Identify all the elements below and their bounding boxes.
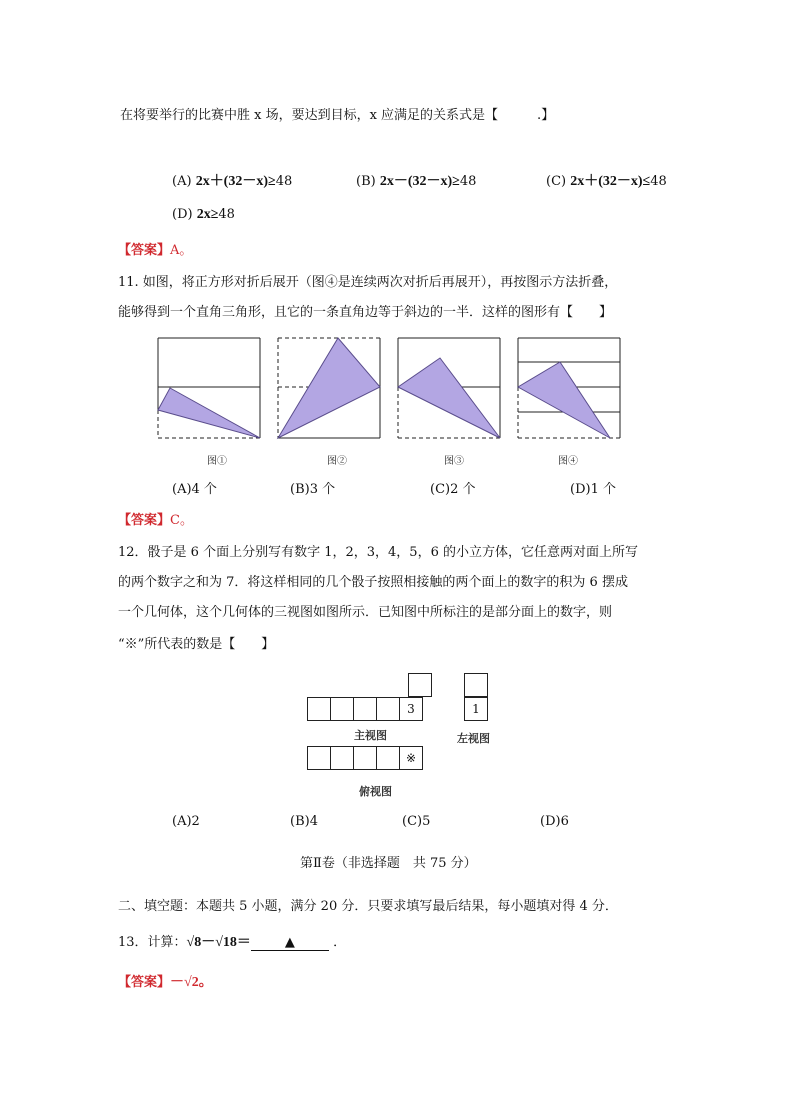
q12-option-c: (C)5 xyxy=(402,814,431,829)
answer-value: C。 xyxy=(170,513,193,528)
q13-expression: √8－√18＝ xyxy=(186,935,251,950)
option-tail: 48 xyxy=(218,207,235,222)
answer-tag: 【答案】 xyxy=(118,243,171,258)
part2-section-heading: 二、填空题：本题共 5 小题，满分 20 分．只要求填写最后结果，每小题填对得 4 分． xyxy=(118,899,618,914)
figure-3 xyxy=(398,338,500,438)
q11-line2: 能够得到一个直角三角形，且它的一条直角边等于斜边的一半．这样的图形有【 】 xyxy=(118,305,613,320)
q11-line1: 11. 如图，将正方形对折后展开（图④是连续两次对折后再展开），再按图示方法折叠， xyxy=(118,275,618,290)
option-tail: 48 xyxy=(650,174,667,189)
q11-option-b: (B)3 个 xyxy=(290,482,336,497)
option-expr: 2x＋(32－x)≥ xyxy=(195,174,276,189)
q11-option-a: (A)4 个 xyxy=(172,482,217,497)
q11-answer xyxy=(118,509,193,528)
option-expr: 2x＋(32－x)≤ xyxy=(570,174,651,189)
figure-2 xyxy=(278,338,380,438)
front-view-cube xyxy=(353,697,377,721)
front-view-cube xyxy=(307,697,331,721)
top-view-cube xyxy=(330,746,354,770)
left-view-number-cube: 1 xyxy=(464,697,488,721)
q10-option-a xyxy=(172,170,292,190)
figure-label-2: 图② xyxy=(327,456,347,467)
triangle-2 xyxy=(278,338,380,438)
left-view-label: 左视图 xyxy=(457,732,490,745)
answer-blank xyxy=(251,935,329,951)
figure-4 xyxy=(518,338,620,438)
option-tail: 48 xyxy=(275,174,293,189)
q13-prefix: 13．计算： xyxy=(118,935,187,950)
front-view-cube xyxy=(330,697,354,721)
option-tail: 48 xyxy=(459,174,477,189)
q11-figures xyxy=(150,330,630,450)
front-view-label: 主视图 xyxy=(354,729,387,742)
q11-option-c: (C)2 个 xyxy=(430,482,476,497)
option-expr: 2x≥ xyxy=(196,207,219,222)
figure-label-1: 图① xyxy=(207,456,227,467)
option-label: (B) xyxy=(356,174,376,189)
answer-value: A。 xyxy=(170,243,193,258)
q12-option-d: (D)6 xyxy=(540,814,569,829)
top-view-mark-cube: ※ xyxy=(399,746,423,770)
figure-label-3: 图③ xyxy=(444,456,464,467)
q10-option-c xyxy=(546,170,667,190)
top-view-cube xyxy=(307,746,331,770)
option-label: (D) xyxy=(172,207,193,222)
q10-option-b xyxy=(356,170,476,190)
q12-option-b: (B)4 xyxy=(290,814,318,829)
q12-option-a: (A)2 xyxy=(172,814,200,829)
q12-line4: “※”所代表的数是【 】 xyxy=(118,637,275,652)
figure-1 xyxy=(158,338,260,438)
answer-value: －√2。 xyxy=(170,975,213,990)
option-label: (C) xyxy=(546,174,567,189)
left-view-top-cube xyxy=(464,673,488,697)
answer-tag: 【答案】 xyxy=(118,975,171,990)
triangle-4 xyxy=(518,362,610,438)
q13-line xyxy=(118,931,346,951)
front-view-number-cube: 3 xyxy=(399,697,423,721)
option-label: (A) xyxy=(172,174,192,189)
top-view-cube xyxy=(376,746,400,770)
figure-label-4: 图④ xyxy=(558,456,578,467)
front-view-cube xyxy=(376,697,400,721)
q12-line3: 一个几何体，这个几何体的三视图如图所示．已知图中所标注的是部分面上的数字，则 xyxy=(118,605,613,620)
triangle-mark-icon: ▲ xyxy=(284,935,295,950)
q10-answer xyxy=(118,239,192,258)
answer-tag: 【答案】 xyxy=(118,513,171,528)
triangle-1 xyxy=(158,388,260,438)
top-view-cube xyxy=(353,746,377,770)
top-view-label: 俯视图 xyxy=(359,785,392,798)
part2-title: 第Ⅱ卷（非选择题 共 75 分） xyxy=(300,856,477,871)
q13-suffix: ． xyxy=(333,935,347,950)
q10-option-d xyxy=(172,207,235,223)
q10-stem: 在将要举行的比赛中胜 x 场，要达到目标，x 应满足的关系式是【 .】 xyxy=(120,108,555,123)
q11-option-d: (D)1 个 xyxy=(570,482,616,497)
front-view-top-cube xyxy=(408,673,432,697)
option-expr: 2x－(32－x)≥ xyxy=(379,174,460,189)
q13-answer xyxy=(118,971,213,991)
q12-line1: 12．骰子是 6 个面上分别写有数字 1，2，3，4，5，6 的小立方体，它任意两对面上所写 xyxy=(118,545,638,560)
triangle-3 xyxy=(398,358,500,438)
q12-line2: 的两个数字之和为 7．将这样相同的几个骰子按照相接触的两个面上的数字的积为 6 摆成 xyxy=(118,575,628,590)
